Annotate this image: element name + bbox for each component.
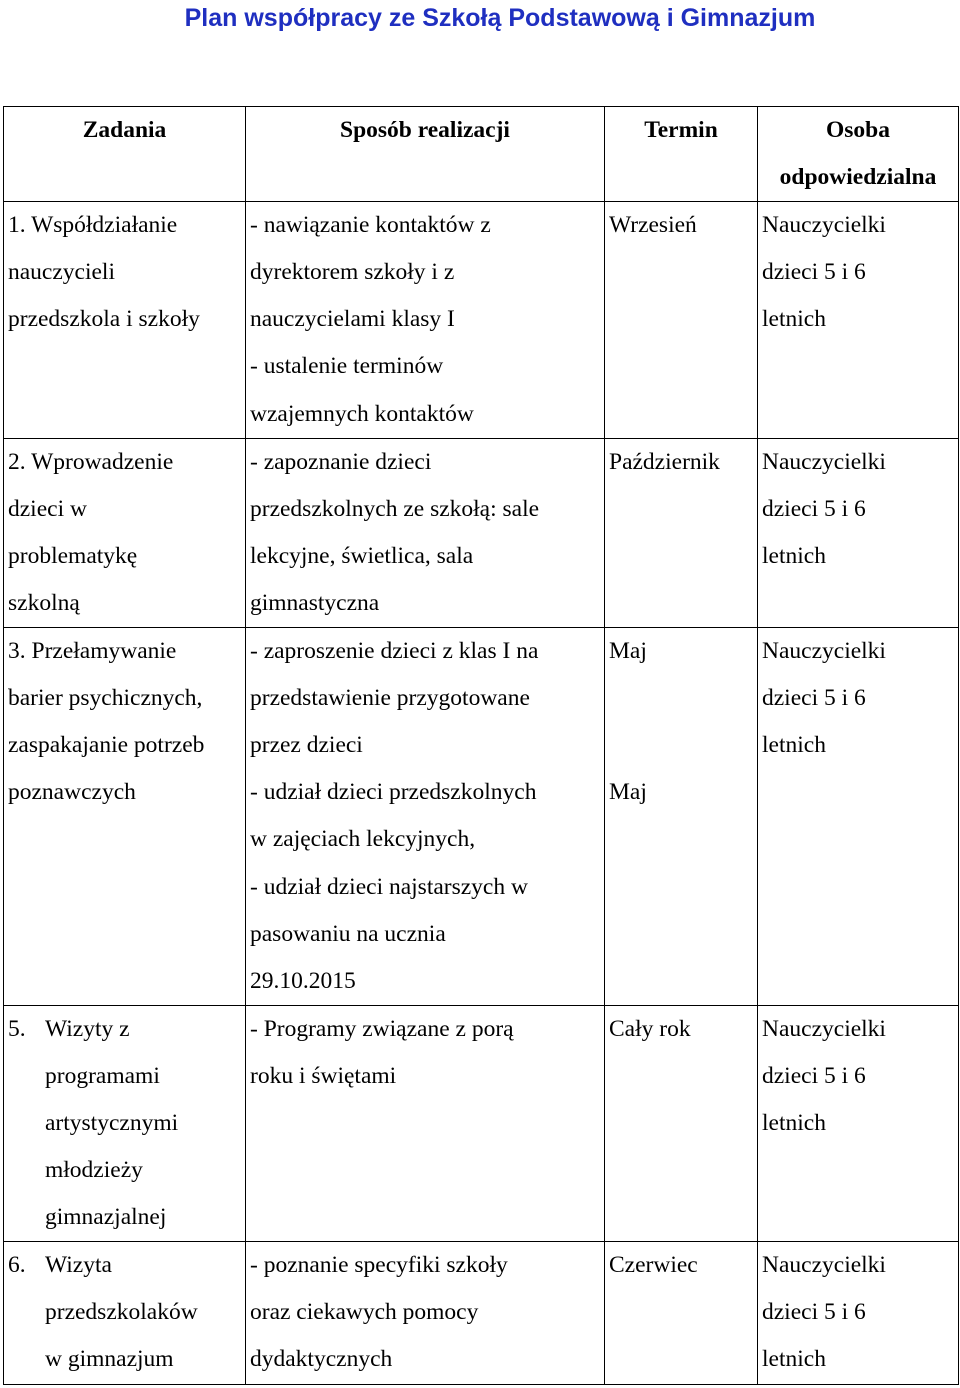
task-cell: 3. Przełamywanie barier psychicznych, zaspakajanie potrzeb poznawczych [4,628,246,1006]
cooperation-plan-table [3,106,959,1385]
responsible-cell: Nauczycielki dzieci 5 i 6 letnich [758,1005,959,1241]
table-row [4,202,959,438]
header-osoba: Osoba odpowiedzialna [758,107,959,202]
table-row [4,1005,959,1241]
header-sposob: Sposób realizacji [246,107,605,202]
responsible-cell: Nauczycielki dzieci 5 i 6 letnich [758,438,959,627]
method-cell: - nawiązanie kontaktów z dyrektorem szkoły i z nauczycielami klasy I - ustalenie terminów wzajemnych kontaktów [246,202,605,438]
term-cell: Październik [605,438,758,627]
method-cell: - zapoznanie dzieci przedszkolnych ze szkołą: sale lekcyjne, świetlica, sala gimnastyczna [246,438,605,627]
page-title: Plan współpracy ze Szkołą Podstawową i Gimnazjum [184,4,816,32]
term-cell: Wrzesień [605,202,758,438]
header-termin: Termin [605,107,758,202]
term-cell: Cały rok [605,1005,758,1241]
task-cell: 1. Współdziałanie nauczycieli przedszkola i szkoły [4,202,246,438]
task-cell: 6. Wizyta przedszkolaków w gimnazjum [4,1242,246,1384]
term-cell: Czerwiec [605,1242,758,1384]
responsible-cell: Nauczycielki dzieci 5 i 6 letnich [758,628,959,1006]
method-cell: - zaproszenie dzieci z klas I na przedstawienie przygotowane przez dzieci - udział dzieci przedszkolnych w zajęciach lekcyjnych, - udział dzieci najstarszych w pasowaniu na ucznia 29.10.2015 [246,628,605,1006]
method-cell: - Programy związane z porą roku i świętami [246,1005,605,1241]
task-cell: 5. Wizyty z programami artystycznymi młodzieży gimnazjalnej [4,1005,246,1241]
task-cell: 2. Wprowadzenie dzieci w problematykę szkolną [4,438,246,627]
method-cell: - poznanie specyfiki szkoły oraz ciekawych pomocy dydaktycznych [246,1242,605,1384]
header-zadania: Zadania [4,107,246,202]
table-row [4,628,959,1006]
term-cell: Maj Maj [605,628,758,1006]
responsible-cell: Nauczycielki dzieci 5 i 6 letnich [758,1242,959,1384]
table-row [4,438,959,627]
table-row [4,1242,959,1384]
table-header-row [4,107,959,202]
responsible-cell: Nauczycielki dzieci 5 i 6 letnich [758,202,959,438]
